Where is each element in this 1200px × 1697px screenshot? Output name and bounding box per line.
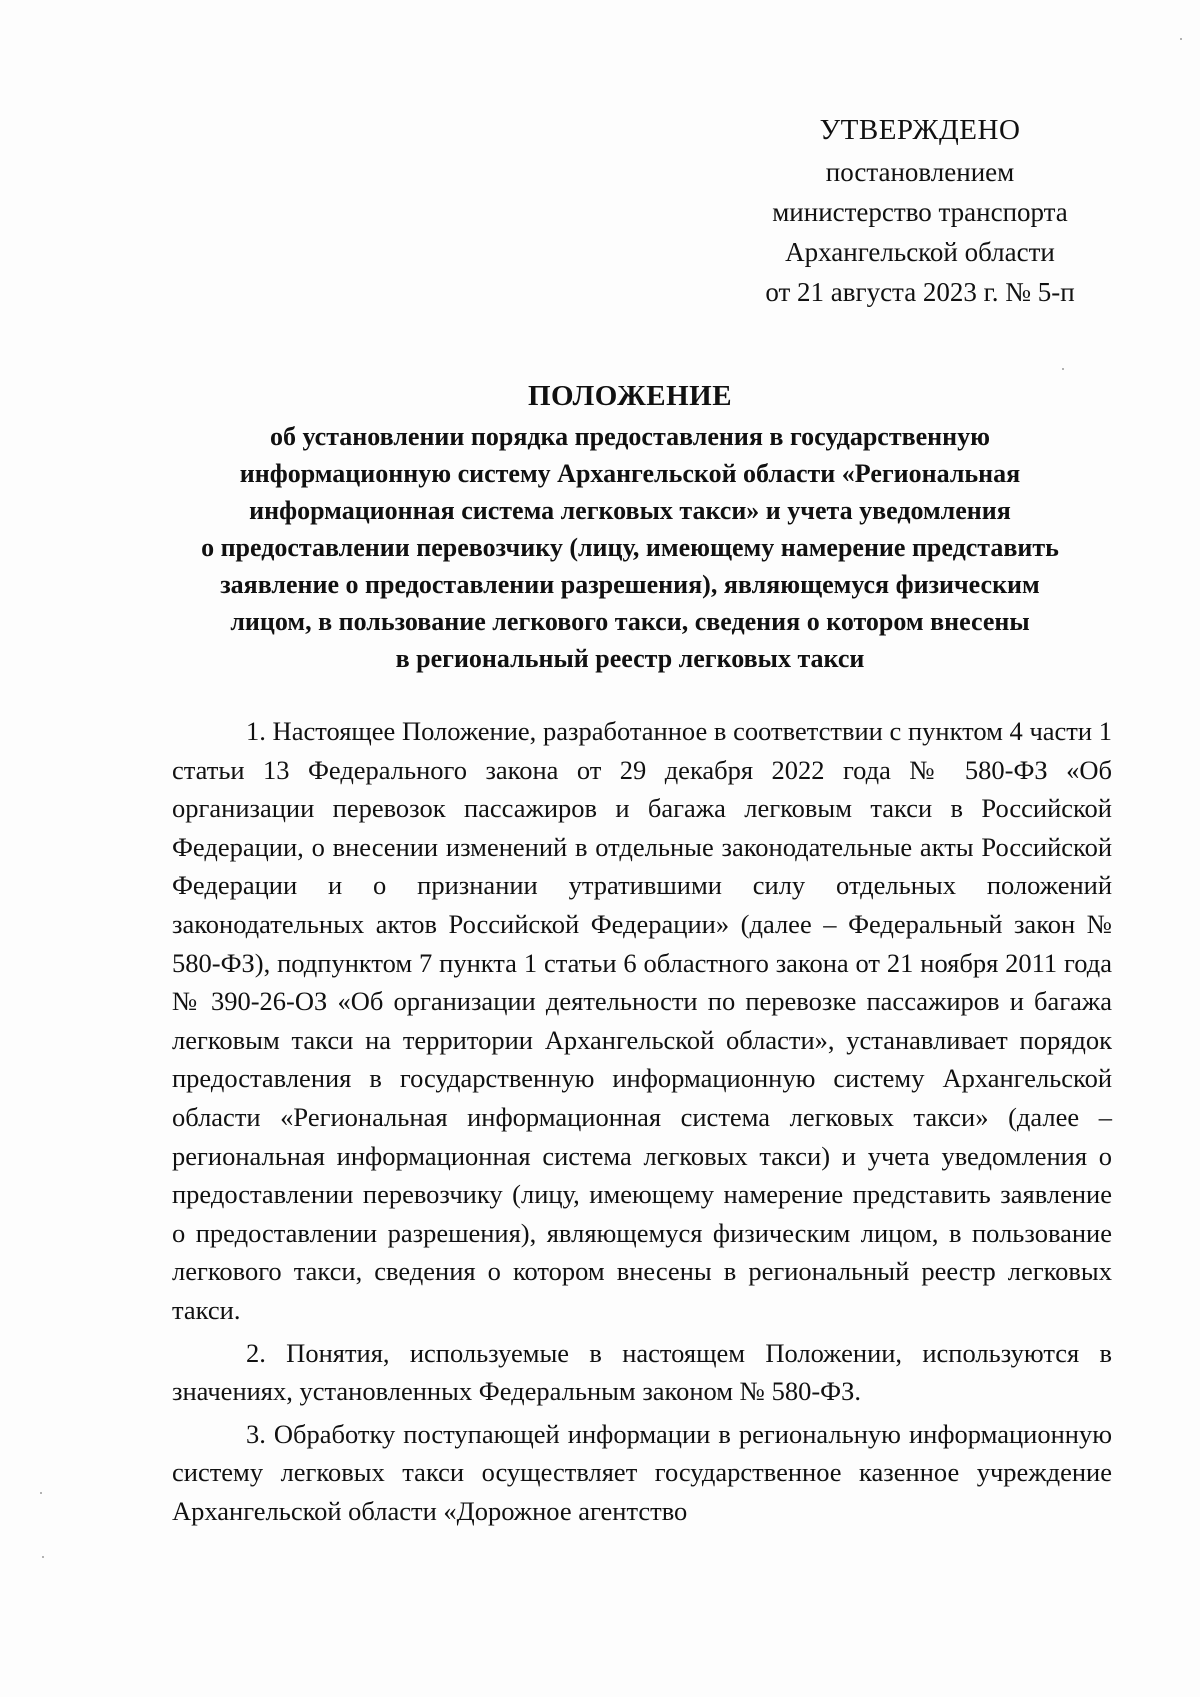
paragraph-1: 1. Настоящее Положение, разработанное в соответствии с пунктом 4 части 1 статьи 13 Федерального закона от 29 декабря 2022 года № 580-ФЗ «Об организации перевозок пассажиров и багажа легковым такси в Российской Федерации, о внесении изменений в отдельные законодательные акты Российской Федерации и о признании утратившими силу отдельных положений законодательных актов Российской Федерации» (далее – Федеральный закон № 580-ФЗ), подпунктом 7 пункта 1 статьи 6 областного закона от 21 ноября 2011 года № 390-26-ОЗ «Об организации деятельности по перевозке пассажиров и багажа легковым такси на территории Архангельской области», устанавливает порядок предоставления в государственную информационную систему Архангельской области «Региональная информационная система легковых такси» (далее – региональная информационная система легковых такси) и учета уведомления о предоставлении перевозчику (лицу, имеющему намерение представить заявление о предоставлении разрешения), являющемуся физическим лицом, в пользование легкового такси, сведения о котором внесены в региональный реестр легковых такси. bbox=[172, 716, 1112, 1325]
approval-line: от 21 августа 2023 г. № 5-п bbox=[765, 277, 1075, 307]
title-line: заявление о предоставлении разрешения), являющемуся физическим bbox=[220, 570, 1040, 599]
title-line: об установлении порядка предоставления в государственную bbox=[269, 422, 991, 451]
title-line: информационную систему Архангельской области «Региональная bbox=[239, 459, 1021, 488]
title-line: в региональный реестр легковых такси bbox=[395, 644, 865, 673]
approval-line: министерство транспорта bbox=[772, 197, 1068, 227]
approval-stamp-block bbox=[720, 110, 1120, 312]
title-line: о предоставлении перевозчику (лицу, имеющему намерение представить bbox=[201, 533, 1059, 562]
scan-speck bbox=[42, 1556, 44, 1558]
scan-speck bbox=[40, 1492, 42, 1494]
document-title-block bbox=[160, 378, 1100, 677]
document-heading: ПОЛОЖЕНИЕ bbox=[527, 380, 733, 412]
paragraph-2: 2. Понятия, используемые в настоящем Положении, используются в значениях, установленных Федеральным законом № 580-ФЗ. bbox=[172, 1337, 1112, 1407]
approval-line: постановлением bbox=[825, 157, 1015, 187]
approval-heading: УТВЕРЖДЕНО bbox=[819, 114, 1021, 146]
document-body bbox=[172, 712, 1112, 1534]
scan-speck bbox=[1062, 368, 1064, 370]
title-line: информационная система легковых такси» и учета уведомления bbox=[249, 496, 1011, 525]
paragraph-3: 3. Обработку поступающей информации в региональную информационную систему легковых такси осуществляет государственное казенное учреждение Архангельской области «Дорожное агентство bbox=[172, 1418, 1112, 1526]
approval-line: Архангельской области bbox=[785, 237, 1055, 267]
scan-speck bbox=[1180, 38, 1182, 40]
title-line: лицом, в пользование легкового такси, сведения о котором внесены bbox=[230, 607, 1030, 636]
